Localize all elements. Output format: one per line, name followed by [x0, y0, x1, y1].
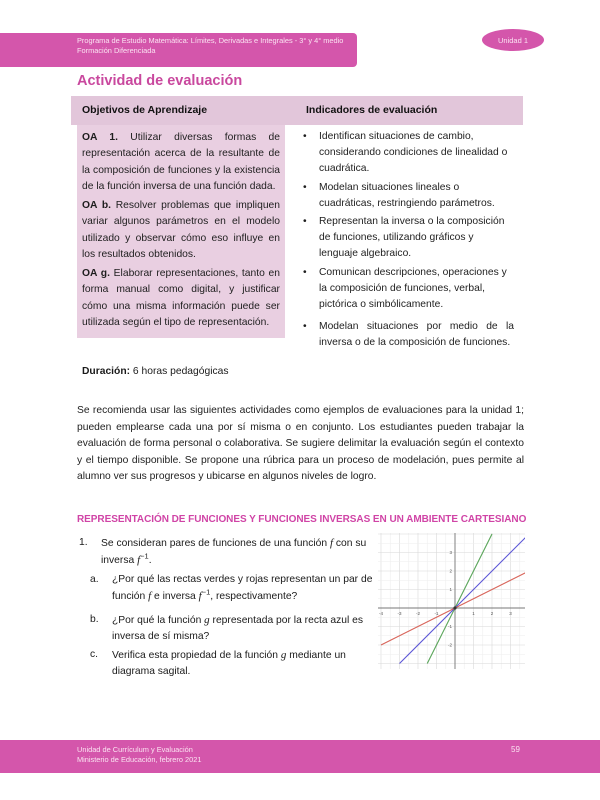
svg-text:2: 2 [449, 568, 452, 574]
indicator-item: • Modelan situaciones lineales o cuadráticas, restringiendo parámetros. [300, 180, 514, 212]
intro-paragraph: Se recomienda usar las siguientes actividades como ejemplos de evaluaciones para la unidad 1; pueden emplearse cada una por sí misma o en conjunto. Los estudiantes pueden trabajar la evaluación de forma personal o colaborativa. Se sugiere delimitar la evaluación según el contexto y el tiempo disponible. Se propone una rúbrica para un proceso de modelación, pues permite al alumno ver sus progresos y ubicarse en algunos niveles de logro. [77, 405, 524, 483]
objective-oag: OA g. Elaborar representaciones, tanto en forma manual como digital, y justificar cómo una misma información puede ser utilizada según el tipo de representación. [82, 268, 280, 329]
page-number: 59 [511, 745, 520, 754]
cartesian-graph [378, 533, 525, 669]
indicators-list [300, 129, 514, 354]
duration: Duración: 6 horas pedagógicas [82, 366, 229, 377]
header-text [77, 36, 343, 56]
svg-text:-3: -3 [397, 611, 402, 616]
footer-ministry: Ministerio de Educación, febrero 2021 [77, 755, 202, 764]
footer-text [77, 745, 201, 765]
svg-text:3: 3 [449, 550, 452, 555]
objective-oa1: OA 1. Utilizar diversas formas de representación acerca de la resultante de la composición de funciones y la existencia de la función inversa de una función dada. [82, 132, 281, 193]
col-header-objectives: Objetivos de Aprendizaje [82, 104, 208, 116]
program-title: Programa de Estudio Matemática: Límites, Derivadas e Integrales - 3° y 4° medio [77, 36, 344, 45]
svg-text:1: 1 [449, 587, 452, 592]
unit-badge: Unidad 1 [482, 29, 544, 51]
svg-text:3: 3 [509, 611, 512, 616]
indicator-item: • Modelan situaciones por medio de la inversa o de la composición de funciones. [300, 319, 514, 351]
indicator-item: • Comunican descripciones, operaciones y la composición de funciones, verbal, pictórica o simbólicamente. [300, 265, 514, 314]
indicator-item: • Representan la inversa o la composición de funciones, utilizando gráficos y lenguaje algebraico. [300, 214, 514, 263]
section-title: REPRESENTACIÓN DE FUNCIONES Y FUNCIONES INVERSAS EN UN AMBIENTE CARTESIANO [77, 514, 527, 525]
objective-oab: OA b. Resolver problemas que impliquen variar algunos parámetros en el modelo utilizado y observar cómo eso influye en los resultados obtenidos. [82, 200, 280, 261]
svg-text:1: 1 [472, 611, 475, 616]
col-header-indicators: Indicadores de evaluación [306, 104, 438, 116]
indicator-item: • Identifican situaciones de cambio, considerando condiciones de linealidad o cuadrática. [300, 129, 514, 178]
program-subtitle: Formación Diferenciada [77, 46, 156, 55]
svg-text:-2: -2 [447, 642, 452, 648]
svg-text:-2: -2 [415, 611, 421, 616]
svg-text:-1: -1 [447, 624, 452, 629]
footer-org: Unidad de Currículum y Evaluación [77, 745, 193, 754]
svg-text:2: 2 [490, 611, 494, 616]
svg-text:-1: -1 [434, 611, 439, 616]
page-title: Actividad de evaluación [77, 73, 243, 89]
table-header [71, 96, 523, 125]
svg-text:-4: -4 [378, 611, 384, 616]
